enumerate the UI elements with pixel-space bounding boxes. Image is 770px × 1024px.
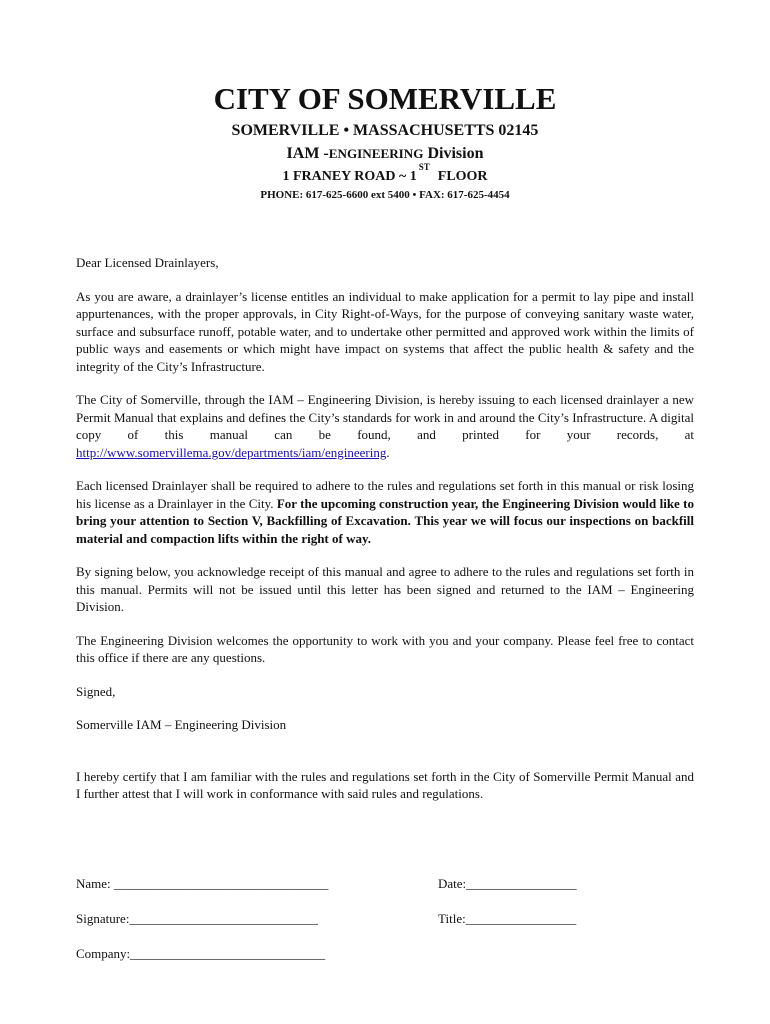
street-address: 1 FRANEY ROAD ~ 1STFLOOR	[282, 162, 488, 184]
letterhead	[0, 80, 770, 201]
paragraph-acknowledge: By signing below, you acknowledge receipt of this manual and agree to adhere to the rules and regulations set forth in this manual. Permits will not be issued until this letter has been signed and returned to the IAM – Engineering Division.	[76, 564, 694, 614]
paragraph-license: As you are aware, a drainlayer’s license entitles an individual to make application for a permit to lay pipe and install appurtenances, with the proper approvals, in City Right-of-Ways, for the purpose of conveying sanitary waste water, surface and subsurface runoff, potable water, and to undertake other permitted and approved work within the limits of public ways and easements or which might have impact on systems that affect the public health & safety and the integrity of the City’s Infrastructure.	[76, 288, 694, 374]
signed-label: Signed,	[76, 683, 116, 699]
letter-body	[76, 254, 694, 819]
division-name: IAM -ENGINEERING Division	[286, 145, 484, 162]
salutation: Dear Licensed Drainlayers,	[76, 255, 219, 270]
engineering-link[interactable]: http://www.somervillema.gov/departments/iam/engineering	[76, 444, 387, 460]
signoff: Somerville IAM – Engineering Division	[76, 717, 287, 732]
paragraph-rules-bold: For the upcoming construction year, the Engineering Division would like to bring your attention to Section V, Backfilling of Excavation. This year we will focus our inspections on backfill material and compaction lifts within the right of way.	[76, 495, 694, 546]
company-field[interactable]: Company:______________________________	[76, 946, 326, 961]
paragraph-welcome: The Engineering Division welcomes the opportunity to work with you and your company. Please feel free to contact this office if there are any questions.	[76, 632, 694, 665]
name-field[interactable]: Name: _________________________________	[76, 876, 329, 891]
paragraph-manual: The City of Somerville, through the IAM – Engineering Division, is hereby issuing to each licensed drainlayer a new Permit Manual that explains and defines the City’s standards for work in and around the City’s Infrastructure. A digital copy of this manual can be found, and printed for your records, at http://www.somervillema.gov/departments/iam/engineering.	[76, 392, 694, 460]
certify-statement: I hereby certify that I am familiar with the rules and regulations set forth in the City of Somerville Permit Manual and I further attest that I will work in conformance with said rules and regulations.	[76, 768, 694, 801]
signature-field[interactable]: Signature:_____________________________	[76, 911, 318, 926]
paragraph-rules: Each licensed Drainlayer shall be required to adhere to the rules and regulations set forth in this manual or risk losing his license as a Drainlayer in the City. For the upcoming construction year, the Engineering Division would like to bring your attention to Section V, Backfilling of Excavation. This year we will focus our inspections on backfill material and compaction lifts within the right of way.	[76, 478, 694, 546]
title-field[interactable]: Title:_________________	[438, 911, 577, 926]
phone-fax: PHONE: 617-625-6600 ext 5400 • FAX: 617-625-4454	[260, 189, 510, 201]
city-title: CITY OF SOMERVILLE	[213, 81, 557, 116]
address-city-state: SOMERVILLE • MASSACHUSETTS 02145	[231, 122, 539, 139]
date-field[interactable]: Date:_________________	[438, 876, 577, 891]
